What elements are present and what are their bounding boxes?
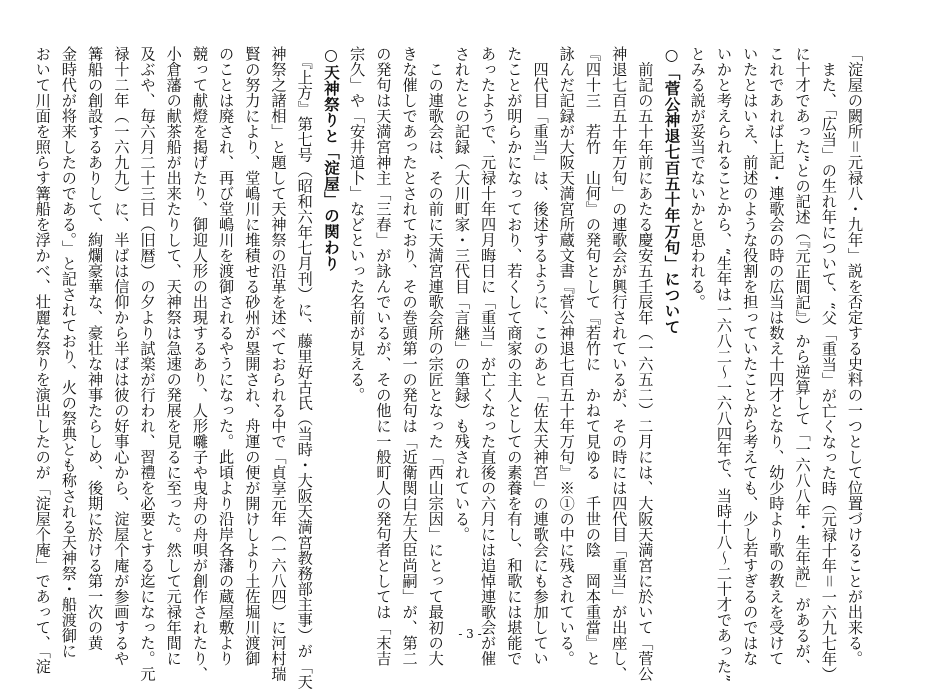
text-column: のことは廃され、再び堂嶋川を渡御されるやうになった。此頃より沿岸各藩の蔵屋敷より <box>217 46 236 666</box>
text-column: あったようで、元禄十年四月晦日に「重当」が亡くなった直後の六月には追悼連歌会が催 <box>479 46 498 666</box>
section-heading: ○天神祭りと「淀屋」の関わり <box>321 46 340 271</box>
vertical-text-body <box>33 46 868 689</box>
text-column: 篝船の創設するありして、絢爛豪華な、豪壮な神事たらしめ、後期に於ける第一次の黄 <box>86 46 105 651</box>
text-column: 「淀屋の闕所＝元禄八・九年」説を否定する史料の一つとして位置づけることが出来る。 <box>846 46 864 666</box>
text-column: 『四十三 若竹 山何』の発句として『若竹に かねて見ゆる 千世の陰 岡本重當』と <box>583 46 602 666</box>
text-column: 及ぶや、毎六月二十三日（旧暦）の夕より試楽が行われ、習禮を必要とする迄になった。元 <box>138 46 157 682</box>
text-column: 四代目「重当」は、後述するように、このあと「佐太天神宮」の連歌会にも参加してい <box>531 46 550 666</box>
text-column: 宗久」や「安井道卜」などといった名前が見える。 <box>348 46 367 403</box>
text-column: 競って献燈を掲げたり、御迎人形の出現するあり、人形囃子や曳舟の舟唄が創作されたり、 <box>190 46 209 682</box>
text-column: 神退七百五十年万句」の連歌会が興行されているが、その時には四代目「重当」が出座し、 <box>610 46 629 682</box>
text-column: 小倉藩の献茶船が出来たりして、天神祭は急速の発展を見るに至った。然して元禄年間に <box>164 46 183 666</box>
section-heading: ○「菅公神退七百五十年万句」について <box>662 46 681 335</box>
text-column: きな催しであったとされており、その巻頭第一の発句は「近衛関白左大臣尚嗣」が、第二 <box>400 46 419 666</box>
text-column: の発句は天満宮神主「三春」が詠んでいるが、その他に一般町人の発句者としては「末吉 <box>374 46 393 666</box>
text-column: 金時代が将来したのである。」と記されており、火の祭典とも称される天神祭・船渡御に <box>59 46 78 659</box>
text-column: 『上方』第七号（昭和六年七月刊）に、藤里好古氏（当時・大阪天満宮教務部主事）が「天 <box>295 46 314 689</box>
text-column: いかと考えられることから、“生年は一六八二～一六八四年で、当時十八～二十才であった” <box>714 46 733 683</box>
text-column: に十才であった”との記述（『元正間記』）から逆算して「一六八八年・生年説」があるが、 <box>793 46 812 675</box>
text-column: 詠んだ記録が大阪天満宮所蔵文書『菅公神退七百五十年万句』※①の中に残されている。 <box>557 46 576 666</box>
text-column: されたとの記録（大川町家・三代目「言継」の筆録）も残されている。 <box>452 46 471 542</box>
text-column: この連歌会は、その前に天満宮連歌会所の宗匠となった「西山宗因」にとって最初の大 <box>426 46 445 666</box>
text-column: おいて川面を照らす篝船を浮かべ、壮麗な祭りを演出したのが「淀屋个庵」であって、「淀 <box>33 46 52 674</box>
text-column: いたとはいえ、前述のような役割を担っていたことから考えても、少し若すぎるのではな <box>741 46 760 666</box>
text-column: 神祭之諸相」と題して天神祭の沿革を述べておられる中で「貞享元年（一六八四）に河村瑞 <box>269 46 288 682</box>
page-number: - 3 - <box>458 627 482 641</box>
text-column: 前記の五十年前にあたる慶安五壬辰年（一六五二）二月には、大阪天満宮に於いて「菅公 <box>636 46 655 682</box>
text-column: これであれば上記・連歌会の時の広当は数え十四才となり、幼少時より歌の教えを受けて <box>767 46 786 666</box>
text-column: 禄十二年（一六九九）に、半ばは信仰から半ばは彼の好事心から、淀屋个庵が参画するや <box>112 46 131 666</box>
text-column: とみる説が妥当でないかと思われる。 <box>688 46 707 310</box>
text-column: 賢の努力により、堂嶋川に堆積せる砂州が塁開され、舟運の便が開けしより土佐堀川渡御 <box>243 46 262 666</box>
text-column: たことが明らかになっており、若くして商家の主人としての素養を有し、和歌には堪能で <box>505 46 524 666</box>
text-column: また、「広当」の生れ年について、“父「重当」が亡くなった時（元禄十年＝一六九七年） <box>819 46 838 682</box>
